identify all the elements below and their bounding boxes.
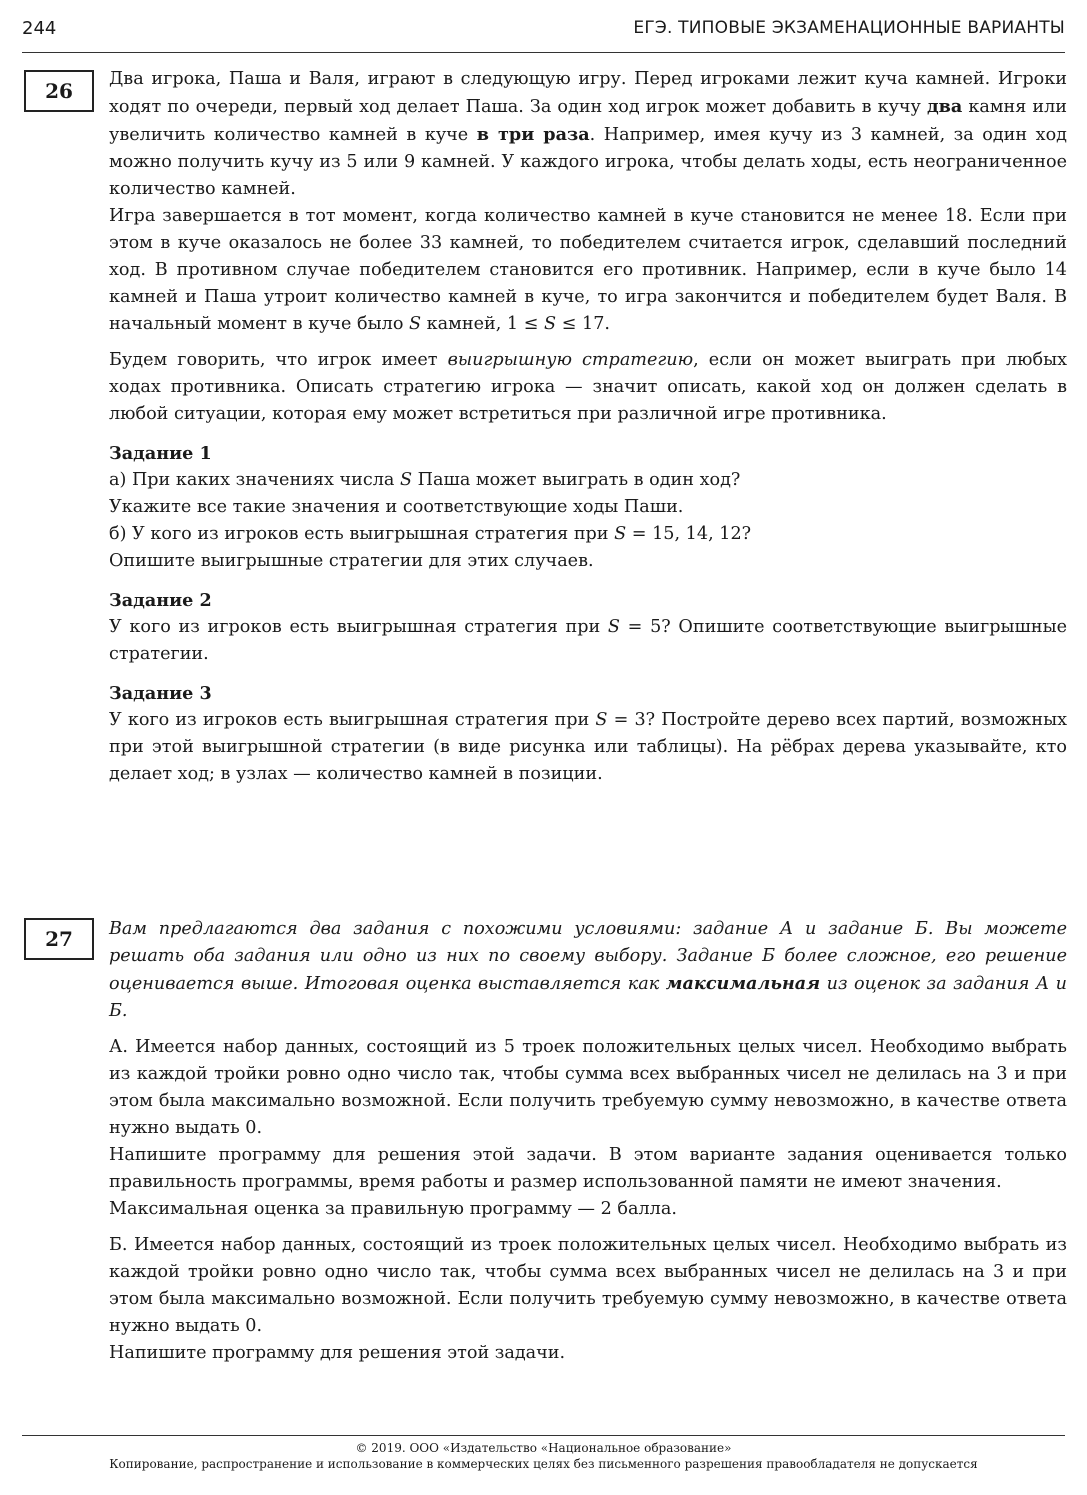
task-number-27: 27 <box>24 918 94 960</box>
footer-notice: Копирование, распространение и использование в коммерческих целях без письменного разрешения правообладателя не допускается <box>109 1457 978 1471</box>
running-title: ЕГЭ. ТИПОВЫЕ ЭКЗАМЕНАЦИОННЫЕ ВАРИАНТЫ <box>633 18 1065 38</box>
subtask-3-title: Задание 3 <box>109 683 212 704</box>
task-26-paragraph-3: Будем говорить, что игрок имеет выигрышную стратегию, если он может выиграть при любых ходах противника. Описать стратегию игрока — значит описать, какой ход он должен сделать в любой ситуации, которая ему может встретиться при различной игре противника. <box>109 350 1067 424</box>
subtask-1-line-b: б) У кого из игроков есть выигрышная стратегия при S = 15, 14, 12? <box>109 524 752 544</box>
task-26-paragraph-1: Два игрока, Паша и Валя, играют в следующую игру. Перед игроками лежит куча камней. Игроки ходят по очереди, первый ход делает Паша. За один ход игрок может добавить в кучу два камня или увеличить количество камней в куче в три раза. Например, имея кучу из 3 камней, за один ход можно получить кучу из 5 или 9 камней. У каждого игрока, чтобы делать ходы, есть неограниченное количество камней. <box>109 69 1068 199</box>
task-27-a-paragraph-1: А. Имеется набор данных, состоящий из 5 троек положительных целых чисел. Необходимо выбрать из каждой тройки ровно одно число так, чтобы сумма всех выбранных чисел не делилась на 3 и при этом была максимально возможной. Если получить требуемую сумму невозможно, в качестве ответа нужно выдать 0. <box>109 1037 1067 1138</box>
task-27-a-paragraph-3: Максимальная оценка за правильную программу — 2 балла. <box>109 1199 677 1219</box>
footer-divider <box>22 1435 1065 1436</box>
subtask-2-text: У кого из игроков есть выигрышная стратегия при S = 5? Опишите соответствующие выигрышные стратегии. <box>109 617 1068 664</box>
subtask-2-title: Задание 2 <box>109 590 212 611</box>
subtask-3-text: У кого из игроков есть выигрышная стратегия при S = 3? Постройте дерево всех партий, возможных при этой выигрышной стратегии (в виде рисунка или таблицы). На рёбрах дерева указывайте, кто делает ход; в узлах — количество камней в позиции. <box>109 710 1067 784</box>
subtask-1-line-b2: Опишите выигрышные стратегии для этих случаев. <box>109 551 594 571</box>
task-27-b-paragraph-1: Б. Имеется набор данных, состоящий из троек положительных целых чисел. Необходимо выбрать из каждой тройки ровно одно число так, чтобы сумма всех выбранных чисел не делилась на 3 и при этом была максимально возможной. Если получить требуемую сумму невозможно, в качестве ответа нужно выдать 0. <box>109 1235 1067 1336</box>
subtask-1-title: Задание 1 <box>109 443 212 464</box>
page-header <box>22 12 1065 53</box>
page-number: 244 <box>22 18 57 39</box>
task-27-a-paragraph-2: Напишите программу для решения этой задачи. В этом варианте задания оценивается только правильность программы, время работы и размер использованной памяти не имеют значения. <box>109 1145 1067 1192</box>
task-number-26: 26 <box>24 70 94 112</box>
task-27-intro: Вам предлагаются два задания с похожими условиями: задание А и задание Б. Вы можете решать оба задания или одно из них по своему выбору. Задание Б более сложное, его решение оценивается выше. Итоговая оценка выставляется как максимальная из оценок за задания А и Б. <box>109 919 1067 1021</box>
task-27-body <box>109 916 1067 1367</box>
task-26-body <box>109 66 1067 788</box>
task-26-paragraph-2: Игра завершается в тот момент, когда количество камней в куче становится не менее 18. Если при этом в куче оказалось не более 33 камней, то победителем считается игрок, сделавший последний ход. В противном случае победителем становится его противник. Например, если в куче было 14 камней и Паша утроит количество камней в куче, то игра закончится и победителем будет Валя. В начальный момент в куче было S камней, 1 ≤ S ≤ 17. <box>109 206 1067 334</box>
subtask-1-line-a2: Укажите все такие значения и соответствующие ходы Паши. <box>109 497 684 517</box>
footer-copyright: © 2019. ООО «Издательство «Национальное образование» <box>355 1441 732 1455</box>
task-27-b-paragraph-2: Напишите программу для решения этой задачи. <box>109 1343 566 1363</box>
subtask-1-line-a: а) При каких значениях числа S Паша может выиграть в один ход? <box>109 470 741 490</box>
